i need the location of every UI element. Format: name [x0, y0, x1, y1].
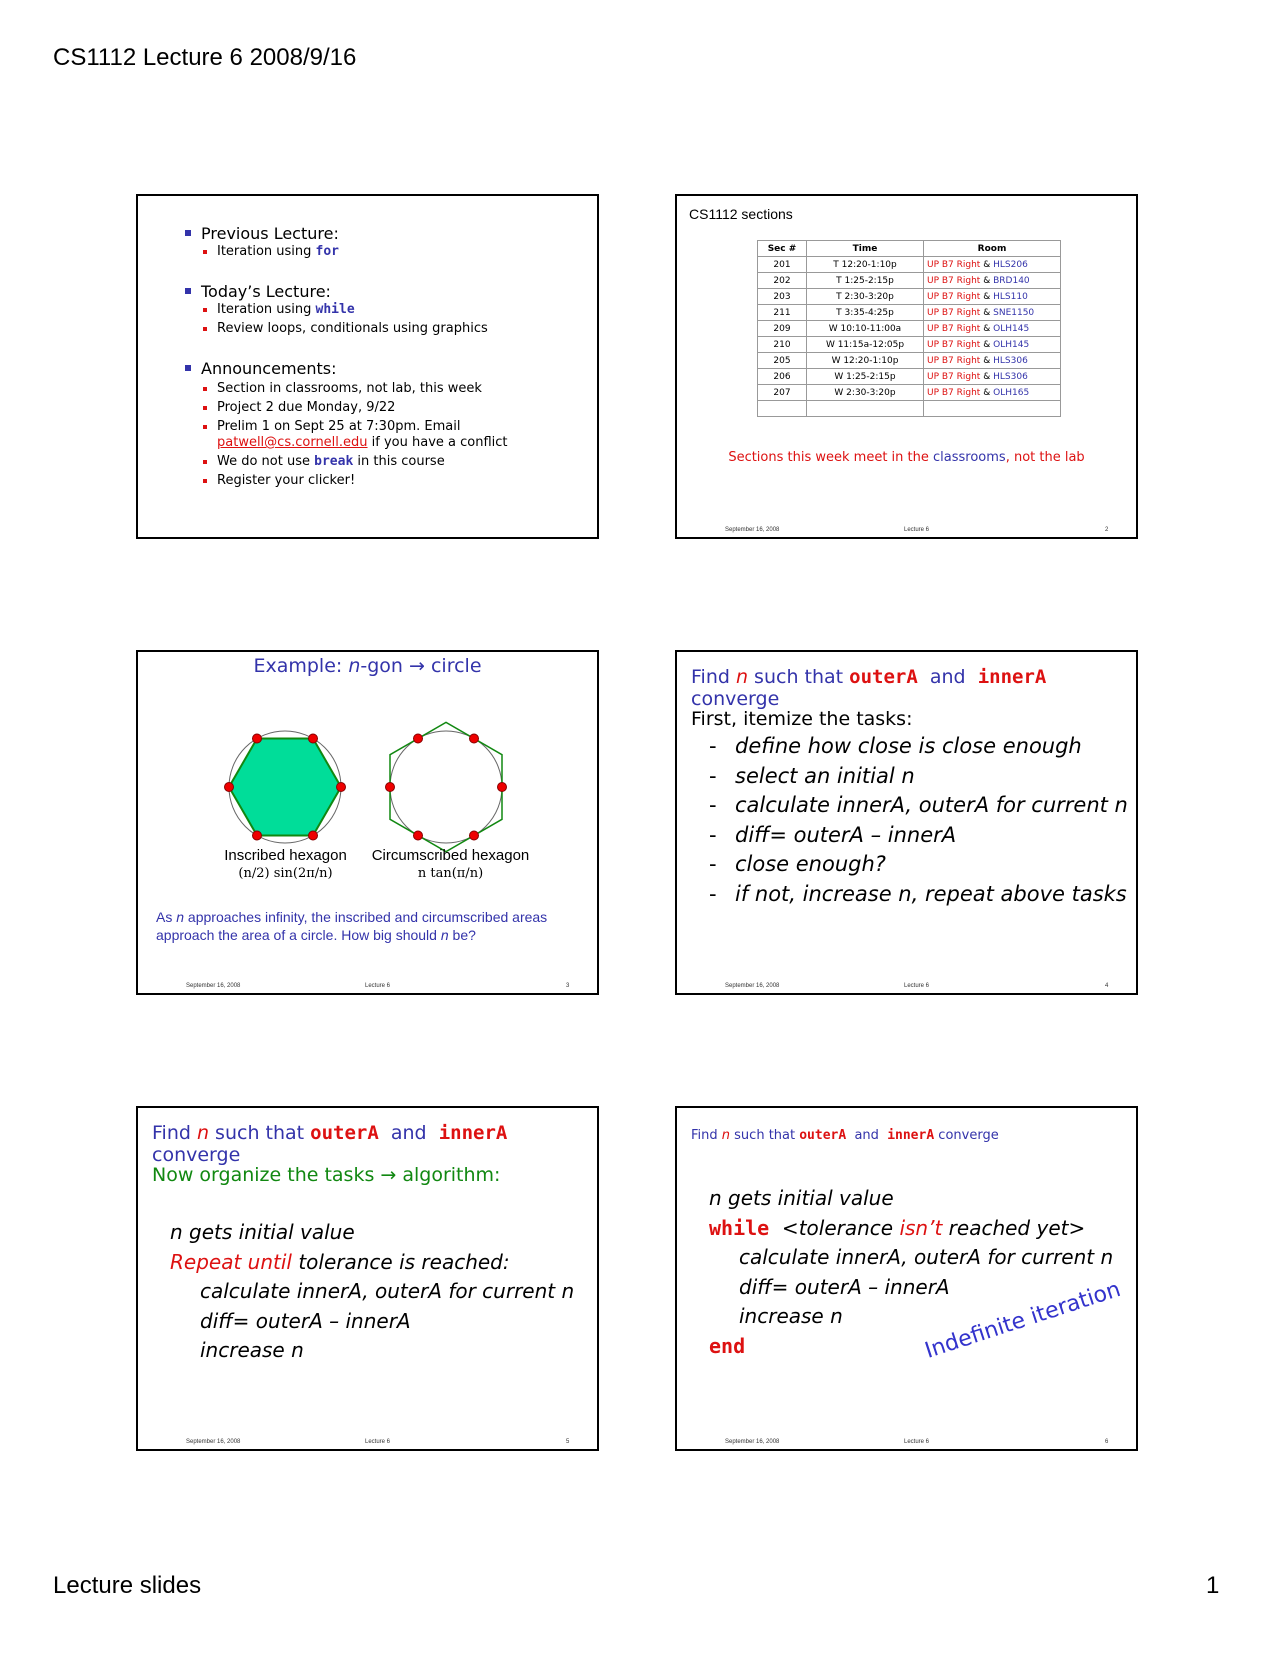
room-b: OLH145 — [993, 323, 1030, 334]
bullet-icon — [185, 365, 191, 371]
title-text: such that — [748, 666, 850, 688]
keyword-end: end — [709, 1333, 746, 1358]
bullet-icon — [203, 425, 207, 429]
note-text: Sections this week meet in the — [728, 450, 933, 465]
inscribed-hexagon — [229, 739, 341, 836]
dash: - — [709, 734, 717, 758]
title-text: Find — [691, 666, 736, 688]
code-innerA: innerA — [977, 666, 1047, 688]
item-text: calculate innerA, outerA for current n — [735, 793, 1128, 817]
today-item — [201, 302, 595, 318]
amp: & — [983, 339, 991, 350]
slide-5 — [136, 1106, 599, 1451]
title-text: n — [721, 1128, 731, 1143]
room-cell — [924, 321, 1061, 337]
bullet-icon — [185, 288, 191, 294]
sec-cell: 201 — [758, 257, 807, 273]
time-cell: W 2:30-3:20p — [807, 385, 924, 401]
item-text: diff= outerA – innerA — [735, 822, 957, 847]
code-outerA: outerA — [849, 666, 918, 688]
algo-line: n gets initial value — [709, 1186, 894, 1210]
algorithm — [170, 1218, 574, 1366]
amp: & — [983, 291, 991, 302]
time-cell: W 11:15a-12:05p — [807, 337, 924, 353]
slide1-outline — [185, 224, 595, 501]
announcement-item — [201, 454, 595, 470]
indefinite-iteration-label: Indefinite iteration — [922, 1276, 1124, 1364]
empty-cell — [807, 401, 924, 417]
footer-page-number: 5 — [566, 1439, 570, 1445]
sec-cell: 203 — [758, 289, 807, 305]
footer-page-number: 2 — [1105, 527, 1109, 533]
footer-page-number: 6 — [1105, 1439, 1109, 1445]
title-text: such that — [730, 1128, 800, 1143]
room-a: UP B7 Right — [927, 307, 981, 318]
amp: & — [983, 371, 991, 382]
slide-title — [152, 1122, 597, 1166]
room-b: HLS206 — [993, 259, 1028, 270]
empty-cell — [924, 401, 1061, 417]
list-item — [709, 821, 1128, 851]
table-header-row — [758, 241, 1061, 257]
empty-cell — [758, 401, 807, 417]
title-text: -gon → circle — [360, 655, 482, 677]
task-list — [709, 732, 1128, 909]
title-text: Example: — [253, 655, 349, 677]
code-for: for — [315, 244, 340, 259]
title-text: and — [917, 666, 978, 688]
hexagon-diagram — [138, 712, 599, 912]
room-a: UP B7 Right — [927, 259, 981, 270]
item-text: Register your clicker! — [217, 473, 356, 488]
time-cell: W 12:20-1:10p — [807, 353, 924, 369]
time-cell: W 10:10-11:00a — [807, 321, 924, 337]
vertex-dot — [253, 734, 262, 743]
column-header: Time — [807, 241, 924, 257]
room-cell — [924, 273, 1061, 289]
title-text: n — [735, 666, 749, 688]
item-text: in this course — [353, 454, 445, 469]
algo-text: tolerance is reached: — [291, 1249, 510, 1274]
circumscribed-caption: Circumscribed hexagon — [371, 847, 530, 864]
table-row — [758, 337, 1061, 353]
slide-title — [691, 1128, 999, 1143]
footer-date: September 16, 2008 — [186, 983, 241, 989]
note-text: be? — [448, 927, 476, 943]
footer-lecture: Lecture 6 — [904, 1439, 930, 1445]
code-innerA: innerA — [887, 1128, 935, 1143]
column-header: Sec # — [758, 241, 807, 257]
room-cell — [924, 353, 1061, 369]
vertex-dot — [309, 734, 318, 743]
vertex-dot — [337, 783, 346, 792]
room-b: HLS306 — [993, 355, 1028, 366]
note-text: n — [176, 909, 185, 925]
dash: - — [709, 822, 717, 847]
room-a: UP B7 Right — [927, 387, 981, 398]
table-row — [758, 273, 1061, 289]
table-row — [758, 353, 1061, 369]
announcements-section — [185, 359, 595, 489]
circumscribed-formula: n tan(π/n) — [417, 866, 484, 881]
circumscribed-hexagon — [390, 722, 502, 851]
algo-text: reached yet> — [942, 1215, 1086, 1240]
footer-lecture: Lecture 6 — [365, 983, 391, 989]
sec-cell: 205 — [758, 353, 807, 369]
amp: & — [983, 323, 991, 334]
code-outerA: outerA — [310, 1122, 379, 1144]
algo-line — [170, 1248, 574, 1278]
email-link[interactable]: patwell@cs.cornell.edu — [217, 435, 368, 450]
footer-lecture: Lecture 6 — [365, 1439, 391, 1445]
room-a: UP B7 Right — [927, 371, 981, 382]
note-text: approaches infinity, the inscribed and circumscribed areas approach the area of a circle. How big should — [156, 909, 548, 943]
footer-page-number: 4 — [1105, 983, 1109, 989]
item-text: if not, increase n, repeat above tasks — [735, 881, 1127, 906]
table-row — [758, 321, 1061, 337]
item-text: Prelim 1 on Sept 25 at 7:30pm. Email — [217, 419, 461, 434]
amp: & — [983, 355, 991, 366]
room-cell — [924, 385, 1061, 401]
announcement-item — [201, 400, 595, 416]
vertex-dot — [225, 783, 234, 792]
title-text: and — [378, 1122, 439, 1144]
bullet-icon — [203, 460, 207, 464]
slide-title — [138, 655, 597, 677]
slide-1 — [136, 194, 599, 539]
room-cell — [924, 257, 1061, 273]
time-cell: T 2:30-3:20p — [807, 289, 924, 305]
room-b: OLH165 — [993, 387, 1030, 398]
amp: & — [983, 259, 991, 270]
list-item — [709, 762, 1128, 792]
announcements-heading: Announcements: — [201, 359, 337, 378]
sec-cell: 210 — [758, 337, 807, 353]
algo-text: isn’t — [899, 1215, 943, 1240]
algo-line: diff= outerA – innerA — [739, 1274, 950, 1299]
code-break: break — [314, 454, 354, 469]
announcement-item — [201, 419, 595, 451]
time-cell: T 3:35-4:25p — [807, 305, 924, 321]
list-item — [709, 732, 1128, 762]
algo-line: increase n — [200, 1338, 304, 1362]
footer-lecture: Lecture 6 — [904, 983, 930, 989]
sections-note — [677, 450, 1136, 465]
inscribed-formula: (n/2) sin(2π/n) — [238, 866, 333, 881]
dash: - — [709, 881, 717, 906]
item-text: if you have a conflict — [367, 435, 508, 450]
title-text: converge — [152, 1144, 241, 1166]
slide-subtitle: Now organize the tasks → algorithm: — [152, 1164, 501, 1186]
item-text: Iteration using — [217, 244, 316, 259]
bullet-icon — [203, 387, 207, 391]
bullet-icon — [185, 230, 191, 236]
touch-point-dot — [470, 734, 479, 743]
title-text: Find — [691, 1128, 722, 1143]
list-item — [709, 850, 1128, 880]
code-outerA: outerA — [799, 1128, 847, 1143]
table-row-empty — [758, 401, 1061, 417]
announcement-item — [201, 381, 595, 397]
title-text: such that — [209, 1122, 311, 1144]
footer-date: September 16, 2008 — [725, 527, 780, 533]
room-b: OLH145 — [993, 339, 1030, 350]
title-text: converge — [934, 1128, 999, 1143]
sec-cell: 211 — [758, 305, 807, 321]
sections-table — [757, 240, 1061, 417]
sec-cell: 206 — [758, 369, 807, 385]
today-item — [201, 321, 595, 337]
while-loop-code — [709, 1184, 1113, 1361]
touch-point-dot — [498, 783, 507, 792]
keyword-while: while — [709, 1215, 770, 1240]
amp: & — [983, 275, 991, 286]
previous-heading: Previous Lecture: — [201, 224, 339, 243]
slide-3 — [136, 650, 599, 995]
algo-text: <tolerance — [769, 1215, 900, 1240]
inscribed-caption: Inscribed hexagon — [224, 847, 347, 864]
item-text: Project 2 due Monday, 9/22 — [217, 400, 396, 415]
algo-keyword: Repeat until — [170, 1249, 292, 1274]
room-cell — [924, 305, 1061, 321]
title-text: Find — [152, 1122, 197, 1144]
title-text: converge — [691, 688, 780, 710]
room-b: HLS306 — [993, 371, 1028, 382]
footer-date: September 16, 2008 — [725, 983, 780, 989]
table-row — [758, 385, 1061, 401]
vertex-dot — [309, 831, 318, 840]
code-innerA: innerA — [438, 1122, 508, 1144]
sec-cell: 209 — [758, 321, 807, 337]
page-number: 1 — [1206, 1572, 1220, 1599]
note-text: , not the lab — [1005, 450, 1085, 465]
footer-page-number: 3 — [566, 983, 570, 989]
algo-line: calculate innerA, outerA for current n — [739, 1245, 1114, 1269]
slide-2 — [675, 194, 1138, 539]
slide-4 — [675, 650, 1138, 995]
amp: & — [983, 307, 991, 318]
note-text: n — [440, 927, 449, 943]
page-header: CS1112 Lecture 6 2008/9/16 — [53, 44, 357, 71]
bullet-icon — [203, 250, 207, 254]
table-row — [758, 369, 1061, 385]
room-b: HLS110 — [993, 291, 1028, 302]
column-header: Room — [924, 241, 1061, 257]
sec-cell: 207 — [758, 385, 807, 401]
bullet-icon — [203, 308, 207, 312]
room-cell — [924, 369, 1061, 385]
footer-lecture: Lecture 6 — [904, 527, 930, 533]
footer-date: September 16, 2008 — [186, 1439, 241, 1445]
item-text: Review loops, conditionals using graphics — [217, 321, 488, 336]
table-row — [758, 257, 1061, 273]
touch-point-dot — [414, 831, 423, 840]
previous-item — [201, 244, 595, 260]
algo-line: n gets initial value — [170, 1220, 355, 1244]
table-row — [758, 289, 1061, 305]
room-b: SNE1150 — [993, 307, 1035, 318]
room-cell — [924, 337, 1061, 353]
slide3-note — [156, 908, 576, 944]
announcement-item — [201, 473, 595, 489]
slide-title: CS1112 sections — [689, 206, 793, 222]
touch-point-dot — [414, 734, 423, 743]
slide-title — [691, 666, 1136, 710]
room-a: UP B7 Right — [927, 355, 981, 366]
slide-6 — [675, 1106, 1138, 1451]
slide-subtitle: First, itemize the tasks: — [691, 708, 913, 730]
code-while: while — [315, 302, 355, 317]
time-cell: W 1:25-2:15p — [807, 369, 924, 385]
room-a: UP B7 Right — [927, 339, 981, 350]
amp: & — [983, 387, 991, 398]
note-text: As — [156, 909, 177, 925]
list-item — [709, 791, 1128, 821]
dash: - — [709, 793, 717, 817]
dash: - — [709, 852, 717, 876]
algo-line: increase n — [739, 1304, 843, 1328]
circle-circumscribed-ref — [390, 731, 502, 843]
room-b: BRD140 — [993, 275, 1030, 286]
bullet-icon — [203, 479, 207, 483]
algo-line: diff= outerA – innerA — [200, 1308, 411, 1333]
touch-point-dot — [386, 783, 395, 792]
footer-date: September 16, 2008 — [725, 1439, 780, 1445]
title-text: and — [846, 1128, 888, 1143]
bullet-icon — [203, 406, 207, 410]
room-a: UP B7 Right — [927, 323, 981, 334]
item-text: close enough? — [735, 852, 886, 876]
room-a: UP B7 Right — [927, 291, 981, 302]
table-row — [758, 305, 1061, 321]
touch-point-dot — [470, 831, 479, 840]
title-text: n — [348, 655, 361, 677]
algo-line — [709, 1214, 1113, 1244]
vertex-dot — [253, 831, 262, 840]
bullet-icon — [203, 327, 207, 331]
today-section — [185, 282, 595, 337]
room-cell — [924, 289, 1061, 305]
today-heading: Today’s Lecture: — [201, 282, 331, 301]
room-a: UP B7 Right — [927, 275, 981, 286]
time-cell: T 1:25-2:15p — [807, 273, 924, 289]
algo-line: calculate innerA, outerA for current n — [200, 1279, 575, 1303]
item-text: Iteration using — [217, 302, 316, 317]
time-cell: T 12:20-1:10p — [807, 257, 924, 273]
previous-section — [185, 224, 595, 260]
item-text: select an initial n — [735, 763, 915, 788]
item-text: We do not use — [217, 454, 315, 469]
item-text: Section in classrooms, not lab, this week — [217, 381, 482, 396]
note-text: classrooms — [933, 450, 1006, 465]
item-text: define how close is close enough — [735, 734, 1082, 758]
sec-cell: 202 — [758, 273, 807, 289]
list-item — [709, 880, 1128, 910]
page-footer-title: Lecture slides — [53, 1572, 202, 1599]
dash: - — [709, 763, 717, 788]
title-text: n — [196, 1122, 210, 1144]
